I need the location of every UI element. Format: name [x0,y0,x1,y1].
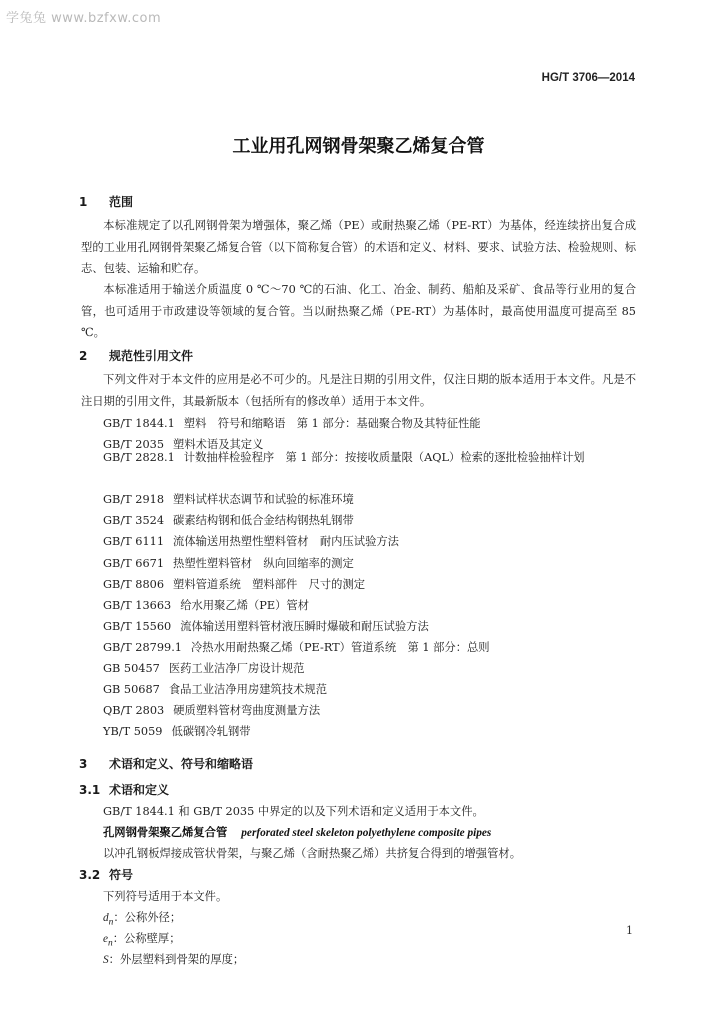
symbol-subscript: n [108,938,113,949]
references-intro [81,369,636,412]
section-number: 3.2 [79,868,101,882]
reference-title: 冷热水用耐热聚乙烯（PE-RT）管道系统 第 1 部分：总则 [190,641,490,654]
standard-code: HG/T 3706—2014 [541,72,635,84]
reference-item [81,447,636,469]
term-english: perforated steel skeleton polyethylene composite pipes [241,827,492,839]
section-1-heading [79,193,133,210]
reference-code: GB 50457 [103,662,160,675]
reference-item [103,597,309,613]
reference-item [103,533,399,549]
reference-item [103,618,429,634]
reference-title: 流体输送用塑料管材液压瞬时爆破和耐压试验方法 [180,620,429,633]
section-number: 1 [79,195,88,209]
reference-title: 热塑性塑料管材 纵向回缩率的测定 [173,557,354,570]
reference-code: GB/T 6111 [103,535,165,548]
symbol: S [103,954,109,966]
reference-title: 硬质塑料管材弯曲度测量方法 [173,704,321,717]
reference-title: 医药工业洁净厂房设计规范 [168,662,305,675]
symbol-entry [103,951,244,969]
reference-title: 碳素结构钢和低合金结构钢热轧钢带 [173,514,354,527]
reference-code: GB/T 28799.1 [103,641,182,654]
symbol-subscript: n [108,917,114,928]
section-title: 符号 [109,868,134,882]
reference-code: GB/T 2828.1 [103,451,175,464]
reference-title: 流体输送用热塑性塑料管材 耐内压试验方法 [173,535,399,548]
reference-code: GB/T 1844.1 [103,417,175,430]
reference-code: GB/T 2035 [103,438,165,451]
watermark: 学兔兔 www.bzfxw.com [6,11,162,26]
terms-intro: GB/T 1844.1 和 GB/T 2035 中界定的以及下列术语和定义适用于本文件。 [103,805,484,818]
term-entry [103,824,491,840]
reference-title: 塑料管道系统 塑料部件 尺寸的测定 [173,578,366,591]
reference-title: 塑料试样状态调节和试验的标准环境 [173,493,354,506]
reference-title: 塑料 符号和缩略语 第 1 部分：基础聚合物及其特征性能 [183,417,481,430]
paragraph-text: 本标准规定了以孔网钢骨架为增强体，聚乙烯（PE）或耐热聚乙烯（PE-RT）为基体，经连续挤出复合成型的工业用孔网钢骨架聚乙烯复合管（以下简称复合管）的术语和定义、材料、要求、试验方法、检验规则、标志、包装、运输和贮存。 [81,219,636,275]
section-number: 3.1 [79,783,101,797]
paragraph-text: 本标准适用于输送介质温度 0 ℃～70 ℃的石油、化工、冶金、制药、船舶及采矿、食品等行业用的复合管，也可适用于市政建设等领域的复合管。当以耐热聚乙烯（PE-RT）为基体时，最高使用温度可提高至 85 ℃。 [81,283,636,339]
symbol: e [103,933,109,945]
scope-paragraph-1 [81,215,636,280]
reference-title: 塑料术语及其定义 [173,438,264,451]
section-3-1-heading [79,781,169,798]
section-title: 术语和定义 [109,783,170,797]
reference-code: QB/T 2803 [103,704,165,717]
page-title: 工业用孔网钢骨架聚乙烯复合管 [232,136,485,157]
reference-item [103,576,365,592]
symbol: d [103,912,109,924]
reference-code: GB/T 2918 [103,493,165,506]
reference-item [103,415,481,431]
symbol-description: ：公称外径； [113,911,182,924]
reference-title: 低碳钢冷轧钢带 [171,725,251,738]
section-number: 2 [79,349,88,363]
reference-item [103,555,354,571]
symbols-intro: 下列符号适用于本文件。 [103,890,228,903]
reference-code: GB/T 15560 [103,620,172,633]
reference-item [103,723,251,739]
reference-title: 计数抽样检验程序 第 1 部分：按接收质量限（AQL）检索的逐批检验抽样计划 [183,451,585,464]
reference-item [103,491,354,507]
term-chinese: 孔网钢骨架聚乙烯复合管 [103,826,228,839]
section-3-2-heading [79,866,133,883]
term-definition: 以冲孔钢板焊接成管状骨架，与聚乙烯（含耐热聚乙烯）共挤复合得到的增强管材。 [103,847,521,860]
reference-code: GB/T 3524 [103,514,165,527]
page-number: 1 [626,924,633,937]
section-2-heading [79,347,193,364]
reference-item [103,512,354,528]
section-title: 规范性引用文件 [109,349,194,363]
reference-code: GB/T 13663 [103,599,172,612]
scope-paragraph-2 [81,279,636,344]
symbol-description: ：公称壁厚； [112,932,181,945]
symbol-entry [103,930,181,948]
section-number: 3 [79,757,88,771]
reference-code: YB/T 5059 [103,725,163,738]
paragraph-text: 下列文件对于本文件的应用是必不可少的。凡是注日期的引用文件，仅注日期的版本适用于本文件。凡是不注日期的引用文件，其最新版本（包括所有的修改单）适用于本文件。 [81,373,636,408]
reference-code: GB/T 8806 [103,578,165,591]
symbol-entry [103,909,181,927]
reference-title: 给水用聚乙烯（PE）管材 [180,599,310,612]
reference-item [103,681,327,697]
symbol-description: ：外层塑料到骨架的厚度； [108,953,245,966]
reference-item [103,639,490,655]
reference-title: 食品工业洁净用房建筑技术规范 [168,683,328,696]
section-title: 范围 [109,195,134,209]
section-title: 术语和定义、符号和缩略语 [109,757,254,771]
reference-item [103,702,320,718]
section-3-heading [79,755,253,772]
reference-code: GB/T 6671 [103,557,165,570]
reference-code: GB 50687 [103,683,160,696]
reference-item [103,660,304,676]
